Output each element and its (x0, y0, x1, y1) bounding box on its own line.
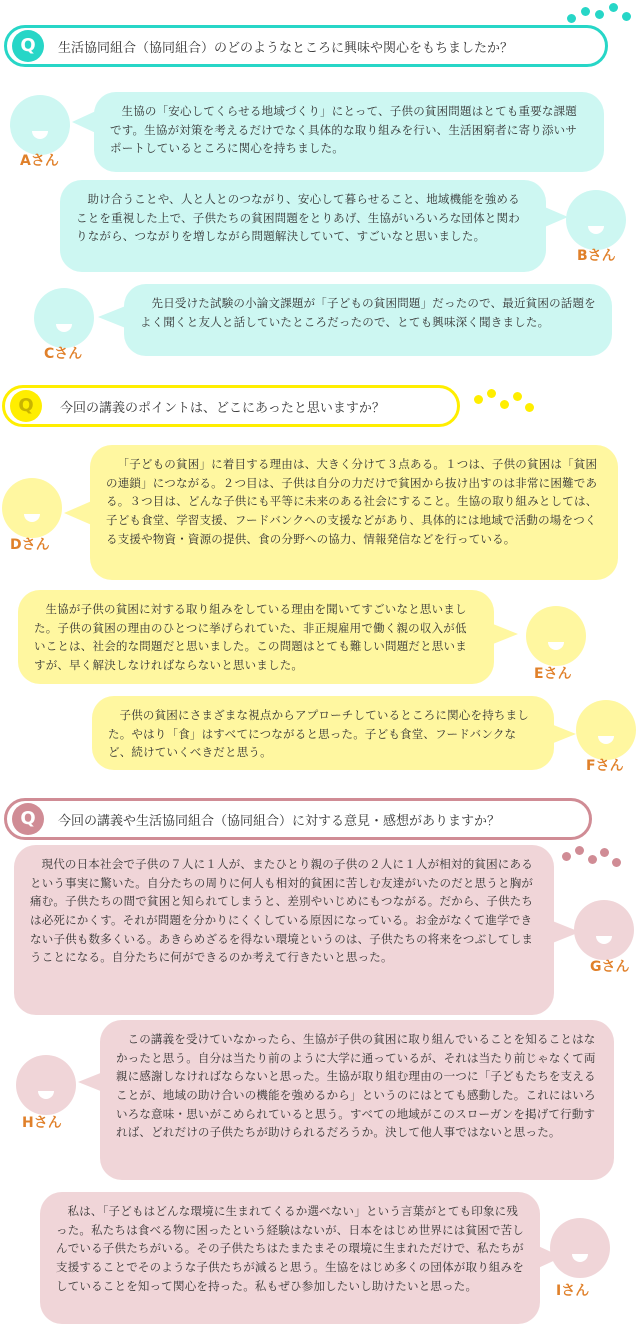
avatar-face (2, 478, 62, 538)
avatar-face (550, 1218, 610, 1278)
speaker-name: Aさん (20, 153, 59, 169)
question-text: 生活協同組合（協同組合）のどのようなところに興味や関心をもちましたか？ (58, 41, 514, 56)
answer-bubble: 先日受けた試験の小論文課題が「子どもの貧困問題」だったので、最近貧困の話題をよく聞くと友人と話していたところだったので、とても興味深く聞きました。 (124, 284, 612, 356)
decor-dot (612, 858, 621, 867)
mouth-icon (588, 226, 604, 234)
question-icon: Q (10, 390, 42, 422)
decor-dot (513, 392, 522, 401)
answer-bubble: 子供の貧困にさまざまな視点からアプローチしているところに関心を持ちました。やはり「食」はすべてにつながると思った。子ども食堂、フードバンクなど、続けていくべきだと思う。 (92, 696, 554, 770)
avatar-face (526, 606, 586, 666)
answer-bubble: 私は、「子どもはどんな環境に生まれてくるか選べない」という言葉がとても印象に残った。私たちは食べる物に困ったという経験はないが、日本をはじめ世界には貧困で苦しんでいる子供たちがいる。その子供たちはたまたまその環境に生まれただけで、私たちが支援することでそのような子供たちが減ると思う。生協をはじめ多くの団体が取り組みをしていることを知って関心を持った。私もぜひ参加したいし助けたいと思った。 (40, 1192, 540, 1324)
mouth-icon (24, 514, 40, 522)
avatar-face (10, 95, 70, 155)
speaker-name: Fさん (586, 758, 624, 774)
avatar-face (34, 288, 94, 348)
decor-dot (595, 10, 604, 19)
speaker-name: Eさん (534, 666, 572, 682)
speaker-name: Cさん (44, 346, 83, 362)
decor-dot (575, 846, 584, 855)
mouth-icon (596, 936, 612, 944)
decor-dot (500, 400, 509, 409)
avatar-face (566, 190, 626, 250)
mouth-icon (56, 324, 72, 332)
question-text: 今回の講義や生活協同組合（協同組合）に対する意見・感想がありますか？ (58, 814, 501, 829)
mouth-icon (572, 1254, 588, 1262)
answer-bubble: 現代の日本社会で子供の７人に１人が、またひとり親の子供の２人に１人が相対的貧困にあるという事実に驚いた。自分たちの周りに何人も相対的貧困に苦しむ友達がいたのだと思うと胸が痛む。子供たちの間で貧困と知られてしまうと、差別やいじめにもつながる。だから、子供たちは必死にかくす。それが問題を分かりにくくしている原因になっている。お金がなくて進学できない子供も数多くいる。あきらめざるを得ない環境というのは、子供たちの将来をつぶしてしまうことになる。自分たちに何ができるのか考えて行きたいと思った。 (14, 845, 554, 1015)
speaker-name: Hさん (22, 1115, 62, 1131)
mouth-icon (32, 131, 48, 139)
decor-dot (600, 848, 609, 857)
question-icon: Q (12, 30, 44, 62)
question-text: 今回の講義のポイントは、どこにあったと思いますか？ (60, 401, 385, 416)
decor-dot (562, 852, 571, 861)
speaker-name: Dさん (10, 537, 50, 553)
answer-bubble: 「子どもの貧困」に着目する理由は、大きく分けて３点ある。１つは、子供の貧困は「貧困の連鎖」につながる。２つ目は、子供は自分の力だけで貧困から抜け出すのは非常に困難である。３つ目は、どんな子供にも平等に未来のある社会にすること。生協の取り組みとしては、子ども食堂、学習支援、フードバンクへの支援などがあり、具体的には地域で活動の場をつくる支援や物資・資源の提供、食の分野への協力、情報発信などを行っている。 (90, 445, 618, 580)
avatar-face (574, 900, 634, 960)
avatar-face (576, 700, 636, 760)
mouth-icon (598, 736, 614, 744)
mouth-icon (38, 1091, 54, 1099)
speaker-name: Bさん (577, 248, 616, 264)
question-icon: Q (12, 803, 44, 835)
decor-dot (474, 395, 483, 404)
decor-dot (588, 855, 597, 864)
decor-dot (487, 389, 496, 398)
mouth-icon (548, 642, 564, 650)
speaker-name: Iさん (556, 1283, 590, 1299)
decor-dot (622, 12, 631, 21)
decor-dot (567, 14, 576, 23)
avatar-face (16, 1055, 76, 1115)
answer-bubble: この講義を受けていなかったら、生協が子供の貧困に取り組んでいることを知ることはなかったと思う。自分は当たり前のように大学に通っているが、それは当たり前じゃなくて両親に感謝しなければならないと思った。生協が取り組む理由の一つに「子どもたちを支えることが、地域の助け合いの機能を強めるから」というのにはとても感動した。これにはいろいろな意味・思いがこめられていると思う。すべての地域がこのスローガンを掲げて行動すれば、どれだけの子供たちが助けられるだろうか。決して他人事ではないと思った。 (100, 1020, 614, 1180)
decor-dot (525, 403, 534, 412)
answer-bubble: 生協が子供の貧困に対する取り組みをしている理由を聞いてすごいなと思いました。子供の貧困の理由のひとつに挙げられていた、非正規雇用で働く親の収入が低いことは、社会的な問題だと思いました。この問題はとても難しい問題だと思いますが、早く解決しなければならないと思いました。 (18, 590, 494, 684)
speaker-name: Gさん (590, 959, 630, 975)
answer-bubble: 助け合うことや、人と人とのつながり、安心して暮らせること、地域機能を強めることを重視した上で、子供たちの貧困問題をとりあげ、生協がいろいろな団体と関わりながら、つながりを増しながら問題解決していて、すごいなと思いました。 (60, 180, 546, 272)
decor-dot (609, 3, 618, 12)
answer-bubble: 生協の「安心してくらせる地域づくり」にとって、子供の貧困問題はとても重要な課題です。生協が対策を考えるだけでなく具体的な取り組みを行い、生活困窮者に寄り添いサポートしているところに関心を持ちました。 (94, 92, 604, 172)
decor-dot (581, 7, 590, 16)
